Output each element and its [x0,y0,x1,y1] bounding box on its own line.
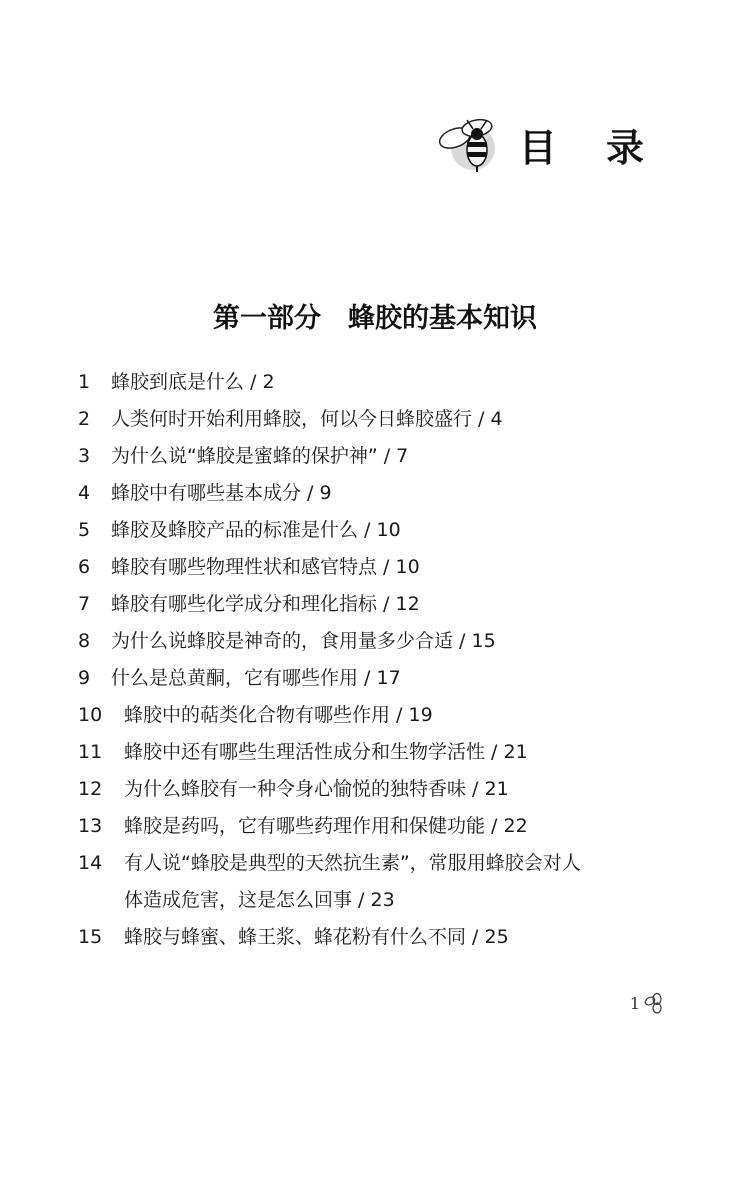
toc-entry[interactable] [78,512,678,549]
toc-list [78,364,678,956]
toc-entry-title: 为什么蜂胶有一种令身心愉悦的独特香味 / 21 [124,778,509,800]
toc-entry[interactable] [78,549,678,586]
toc-entry-title [124,845,678,919]
toc-entry[interactable] [78,623,678,660]
toc-entry-number: 15 [78,926,103,948]
toc-entry-number: 2 [78,408,91,430]
toc-entry-number: 9 [78,667,91,689]
toc-entry-number: 13 [78,815,103,837]
toc-entry-title: 为什么说蜂胶是神奇的，食用量多少合适 / 15 [111,630,496,652]
toc-entry[interactable] [78,438,678,475]
toc-entry[interactable] [78,364,678,401]
toc-entry-number: 8 [78,630,91,652]
toc-entry[interactable] [78,475,678,512]
toc-entry-number: 5 [78,519,91,541]
toc-entry[interactable] [78,697,678,734]
toc-entry-line: 有人说“蜂胶是典型的天然抗生素”，常服用蜂胶会对人 [124,852,581,874]
bee-ornament-icon [644,992,664,1014]
toc-entry-line-continued: 体造成危害，这是怎么回事 / 23 [124,889,395,911]
toc-entry-title: 蜂胶有哪些化学成分和理化指标 / 12 [111,593,420,615]
toc-entry[interactable] [78,919,678,956]
toc-entry-number: 14 [78,852,103,874]
bee-icon [437,112,513,176]
toc-entry[interactable] [78,660,678,697]
toc-entry-number: 4 [78,482,91,504]
toc-entry-title: 人类何时开始利用蜂胶，何以今日蜂胶盛行 / 4 [111,408,503,430]
toc-entry-title: 蜂胶中有哪些基本成分 / 9 [111,482,332,504]
toc-entry-title: 蜂胶及蜂胶产品的标准是什么 / 10 [111,519,401,541]
toc-entry[interactable] [78,845,678,919]
section-title: 第一部分 蜂胶的基本知识 [213,303,537,334]
toc-entry-title: 蜂胶是药吗，它有哪些药理作用和保健功能 / 22 [124,815,528,837]
page-footer [630,992,664,1014]
toc-entry[interactable] [78,401,678,438]
page-number: 1 [629,993,640,1013]
toc-entry-title: 蜂胶中还有哪些生理活性成分和生物学活性 / 21 [124,741,528,763]
toc-entry-title: 什么是总黄酮，它有哪些作用 / 17 [111,667,401,689]
toc-entry[interactable] [78,586,678,623]
toc-entry-title: 蜂胶有哪些物理性状和感官特点 / 10 [111,556,420,578]
toc-entry-number: 7 [78,593,91,615]
toc-entry-number: 12 [78,778,103,800]
toc-entry-number: 10 [78,704,103,726]
toc-entry[interactable] [78,808,678,845]
page-title: 目 录 [518,124,662,170]
toc-entry-number: 11 [78,741,103,763]
toc-entry-number: 3 [78,445,91,467]
toc-entry[interactable] [78,734,678,771]
toc-header [437,112,662,176]
toc-entry-title: 蜂胶中的萜类化合物有哪些作用 / 19 [124,704,433,726]
toc-entry[interactable] [78,771,678,808]
toc-entry-number: 6 [78,556,91,578]
toc-entry-number: 1 [78,371,91,393]
toc-entry-title: 蜂胶到底是什么 / 2 [111,371,275,393]
toc-entry-title: 为什么说“蜂胶是蜜蜂的保护神” / 7 [111,445,409,467]
toc-entry-title: 蜂胶与蜂蜜、蜂王浆、蜂花粉有什么不同 / 25 [124,926,509,948]
